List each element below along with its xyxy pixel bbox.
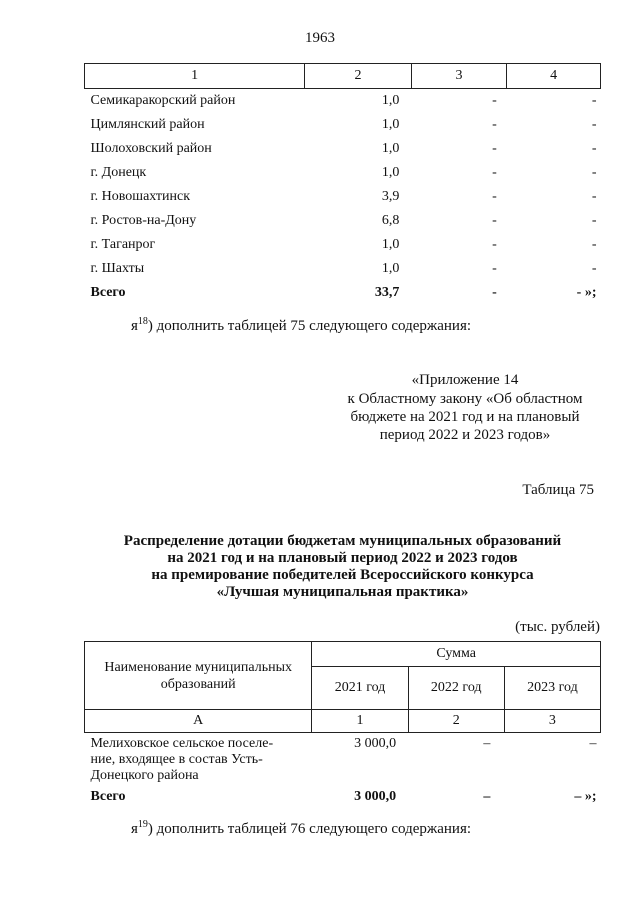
value-cell: - [492, 213, 497, 228]
header-line: образований [160, 676, 236, 692]
municipality-name: Цимлянский район [90, 117, 205, 132]
value-cell: - [591, 213, 597, 228]
units-label: (тыс. рублей) [515, 619, 600, 635]
value-cell: - [492, 141, 497, 156]
table-header-row [85, 642, 601, 667]
municipality-name: Семикаракорский район [90, 93, 236, 108]
page-number: 1963 [305, 30, 335, 46]
value-cell: 1,0 [381, 261, 400, 276]
appendix-line: бюджете на 2021 год и на плановый [350, 409, 580, 425]
value-cell: - [492, 117, 497, 132]
title-line: Распределение дотации бюджетам муниципальных образований [123, 533, 562, 549]
year-header: 2023 год [504, 667, 600, 710]
amendment-paragraph-18 [131, 316, 471, 335]
municipality-name: Шолоховский район [90, 141, 212, 156]
amendment-paragraph-19 [131, 819, 471, 838]
index-cell: А [85, 710, 312, 733]
index-row [85, 710, 601, 733]
municipality-name: г. Таганрог [90, 237, 156, 252]
value-cell: - [591, 237, 597, 252]
table-row [85, 89, 601, 114]
dotation-table [84, 641, 601, 806]
municipality-name: г. Новошахтинск [90, 189, 191, 204]
total-label: Всего [90, 789, 126, 804]
value-cell: - [591, 141, 597, 156]
paragraph-text: ) дополнить таблицей 76 следующего содержания: [147, 821, 472, 837]
value-cell: 1,0 [381, 141, 400, 156]
value-cell: 3,9 [381, 189, 400, 204]
value-cell: - [492, 165, 497, 180]
index-cell: 2 [408, 710, 504, 733]
value-cell: - [492, 261, 497, 276]
value-cell: - [591, 93, 597, 108]
year-header: 2021 год [312, 667, 408, 710]
index-cell: 1 [312, 710, 408, 733]
table-row [85, 233, 601, 257]
table-row [85, 257, 601, 281]
value-cell: - [492, 93, 497, 108]
total-value: - [492, 285, 497, 300]
title-line: «Лучшая муниципальная практика» [216, 584, 469, 600]
value-cell: 1,0 [381, 165, 400, 180]
table-header-row [85, 64, 601, 89]
value-cell: 3 000,0 [354, 736, 397, 751]
header-cell: 2 [305, 64, 412, 89]
total-label: Всего [90, 285, 126, 300]
total-row [85, 785, 601, 806]
name-line: Донецкого района [90, 768, 199, 783]
table-row [85, 185, 601, 209]
value-cell: - [492, 237, 497, 252]
appendix-heading [330, 371, 600, 444]
table-row [85, 209, 601, 233]
value-cell: 1,0 [381, 117, 400, 132]
municipality-name: г. Шахты [90, 261, 145, 276]
header-cell: 3 [411, 64, 506, 89]
table-row [85, 113, 601, 137]
footnote-number: 19 [137, 819, 148, 830]
paragraph-prefix: я [131, 821, 138, 837]
appendix-line: период 2022 и 2023 годов» [379, 427, 551, 443]
municipality-name: г. Донецк [90, 165, 147, 180]
title-line: на премирование победителей Всероссийского конкурса [151, 567, 534, 583]
header-cell: 4 [507, 64, 601, 89]
total-value: 3 000,0 [354, 789, 397, 804]
municipality-name: г. Ростов-на-Дону [90, 213, 197, 228]
appendix-line: «Приложение 14 [411, 372, 519, 388]
sum-header: Сумма [312, 642, 601, 667]
total-value: – »; [574, 789, 597, 804]
appendix-line: к Областному закону «Об областном [347, 391, 583, 407]
header-cell: 1 [85, 64, 305, 89]
total-value: 33,7 [374, 285, 400, 300]
value-cell: - [591, 261, 597, 276]
value-cell: - [591, 117, 597, 132]
value-cell: – [589, 736, 597, 751]
value-cell: 1,0 [381, 237, 400, 252]
year-header: 2022 год [408, 667, 504, 710]
header-line: Наименование муниципальных [104, 659, 292, 675]
value-cell: 6,8 [381, 213, 400, 228]
name-line: ние, входящее в состав Усть- [90, 752, 263, 767]
value-cell: – [483, 736, 491, 751]
table-row [85, 161, 601, 185]
table-title [84, 533, 601, 601]
municipality-name [85, 733, 312, 786]
title-line: на 2021 год и на плановый период 2022 и 2023 годов [167, 550, 518, 566]
value-cell: 1,0 [381, 93, 400, 108]
table-row [85, 733, 601, 786]
total-value: - »; [576, 285, 597, 300]
index-cell: 3 [504, 710, 600, 733]
table-number-label: Таблица 75 [522, 482, 594, 498]
value-cell: - [591, 165, 597, 180]
footnote-number: 18 [137, 316, 148, 327]
table-row [85, 137, 601, 161]
table-continuation [84, 63, 601, 305]
value-cell: - [591, 189, 597, 204]
name-line: Мелиховское сельское поселе- [90, 736, 274, 751]
name-column-header [85, 642, 312, 710]
paragraph-text: ) дополнить таблицей 75 следующего содержания: [147, 318, 472, 334]
total-row [85, 281, 601, 305]
value-cell: - [492, 189, 497, 204]
total-value: – [483, 789, 491, 804]
paragraph-prefix: я [131, 318, 138, 334]
